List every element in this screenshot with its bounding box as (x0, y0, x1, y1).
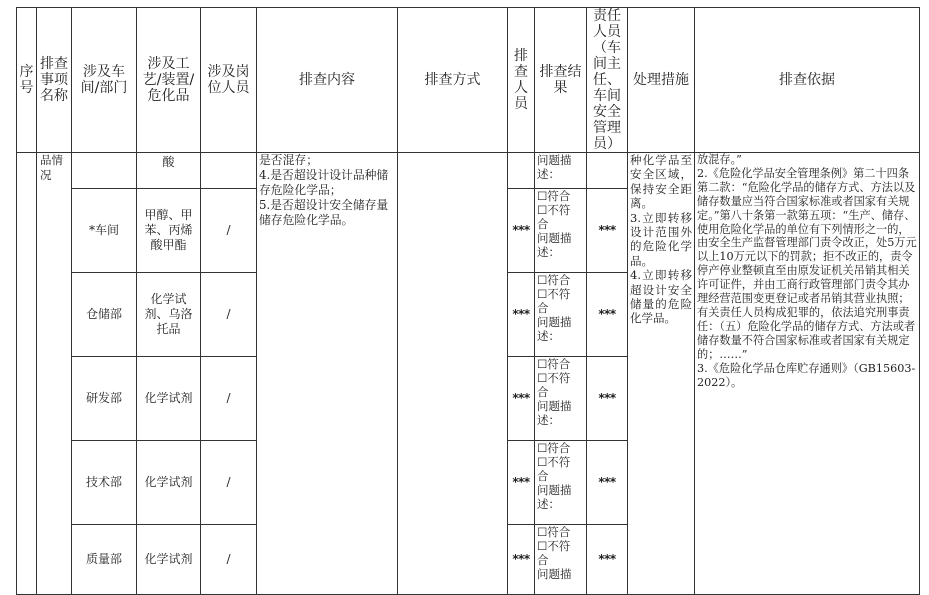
post-cell: / (201, 189, 257, 273)
header-item: 排查事项名称 (37, 8, 72, 153)
measure-line: 4.立即转移超设计安全储量的危险化学品。 (630, 268, 692, 326)
dept-cell: 质量部 (72, 525, 137, 595)
header-row (17, 8, 920, 153)
header-dept: 涉及车间/部门 (72, 8, 137, 153)
responsible-cell: *** (587, 525, 628, 595)
post-cell: / (201, 357, 257, 441)
result-line: 问题描 (537, 567, 572, 581)
responsible-cell: *** (587, 357, 628, 441)
result-line: 述： (537, 329, 560, 343)
result-line: ☐不符 (537, 539, 571, 553)
result-line: ☐符合 (537, 525, 571, 539)
result-line: ☐不符 (537, 371, 571, 385)
result-cell (535, 525, 587, 595)
inspector-cell: *** (508, 189, 535, 273)
dept-cell: 研发部 (72, 357, 137, 441)
result-line: 述： (537, 497, 560, 511)
result-line: 合 (537, 301, 549, 315)
header-seq: 序号 (17, 8, 37, 153)
result-cell (535, 189, 587, 273)
seq-cell (17, 153, 37, 595)
result-line: ☐不符 (537, 455, 571, 469)
post-cell: / (201, 441, 257, 525)
header-result: 排查结果 (535, 8, 587, 153)
result-cell (535, 357, 587, 441)
responsible-cell: *** (587, 273, 628, 357)
dept-cell: *车间 (72, 189, 137, 273)
result-line: 合 (537, 217, 549, 231)
inspector-cell: *** (508, 525, 535, 595)
header-measures: 处理措施 (628, 8, 695, 153)
result-line: 问题描 (537, 315, 572, 329)
result-line: 问题描 (537, 153, 572, 167)
content-line: 5.是否超设计安全储存量储存危险化学品。 (259, 198, 389, 227)
result-line: 问题描 (537, 399, 572, 413)
post-cell (201, 153, 257, 189)
header-post: 涉及岗位人员 (201, 8, 257, 153)
result-line: 合 (537, 385, 549, 399)
result-line: ☐符合 (537, 273, 571, 287)
inspector-cell: *** (508, 441, 535, 525)
item-name-cell: 品情况 (37, 153, 72, 595)
result-line: ☐符合 (537, 189, 571, 203)
hazard-inspection-table (16, 7, 920, 595)
result-line: 问题描 (537, 231, 572, 245)
process-cell: 甲醇、甲苯、丙烯酸甲酯 (137, 189, 201, 273)
inspection-content-cell (257, 153, 398, 595)
responsible-cell: *** (587, 441, 628, 525)
result-line: ☐符合 (537, 441, 571, 455)
inspector-cell: *** (508, 273, 535, 357)
result-cell (535, 273, 587, 357)
process-cell: 化学试剂 (137, 525, 201, 595)
result-cell (535, 441, 587, 525)
process-cell: 化学试剂 (137, 441, 201, 525)
measure-line: 种化学品至安全区域，保持安全距离。 (630, 153, 692, 211)
basis-line: 3.《危险化学品仓库贮存通则》（GB15603-2022）。 (697, 361, 916, 389)
header-basis: 排查依据 (695, 8, 920, 153)
inspector-cell: *** (508, 357, 535, 441)
result-line: 述： (537, 167, 560, 181)
result-line: ☐不符 (537, 203, 571, 217)
result-line: ☐不符 (537, 287, 571, 301)
header-inspector: 排查人员 (508, 8, 535, 153)
process-cell: 化学试剂 (137, 357, 201, 441)
header-responsible: 责任人员（车间主任、车间安全管理员） (587, 8, 628, 153)
header-content: 排查内容 (257, 8, 398, 153)
result-cell (535, 153, 587, 189)
basis-line: 放混存。” (697, 153, 742, 166)
post-cell: / (201, 525, 257, 595)
header-method: 排查方式 (398, 8, 508, 153)
responsible-cell: *** (587, 189, 628, 273)
dept-cell: 技术部 (72, 441, 137, 525)
dept-cell: 仓储部 (72, 273, 137, 357)
post-cell: / (201, 273, 257, 357)
inspection-method-cell (398, 153, 508, 595)
result-line: 合 (537, 469, 549, 483)
result-line: 述： (537, 245, 560, 259)
result-line: 问题描 (537, 483, 572, 497)
measures-cell (628, 153, 695, 595)
process-cell: 酸 (137, 153, 201, 189)
measure-line: 3.立即转移设计范围外的危险化学品。 (630, 210, 692, 268)
result-line: 合 (537, 553, 549, 567)
header-process: 涉及工艺/装置/危化品 (137, 8, 201, 153)
dept-cell (72, 153, 137, 189)
basis-cell (695, 153, 920, 595)
result-line: 述： (537, 413, 560, 427)
basis-line: 2.《危险化学品安全管理条例》第二十四条第二款：“危险化学品的储存方式、方法以及储存数量应当符合国家标准或者国家有关规定。”第八十条第一款第五项：“生产、储存、使用危险化学品的单位有下列情形之一的，由安全生产监督管理部门责令改正，处5万元以上10万元以下的罚款；拒不改正的，责令停产停业整顿直至由原发证机关吊销其相关许可证件，并由工商行政管理部门责令其办理经营范围变更登记或者吊销其营业执照；有关责任人员构成犯罪的，依法追究刑事责任：（五）危险化学品的储存方式、方法或者储存数量不符合国家标准或者国家有关规定的；……” (697, 166, 917, 361)
result-line: ☐符合 (537, 357, 571, 371)
content-line: 4.是否超设计设计品种储存危险化学品； (259, 168, 389, 197)
inspector-cell (508, 153, 535, 189)
responsible-cell (587, 153, 628, 189)
content-line: 是否混存； (259, 153, 318, 167)
process-cell: 化学试剂、乌洛托品 (137, 273, 201, 357)
table-row (17, 153, 920, 189)
